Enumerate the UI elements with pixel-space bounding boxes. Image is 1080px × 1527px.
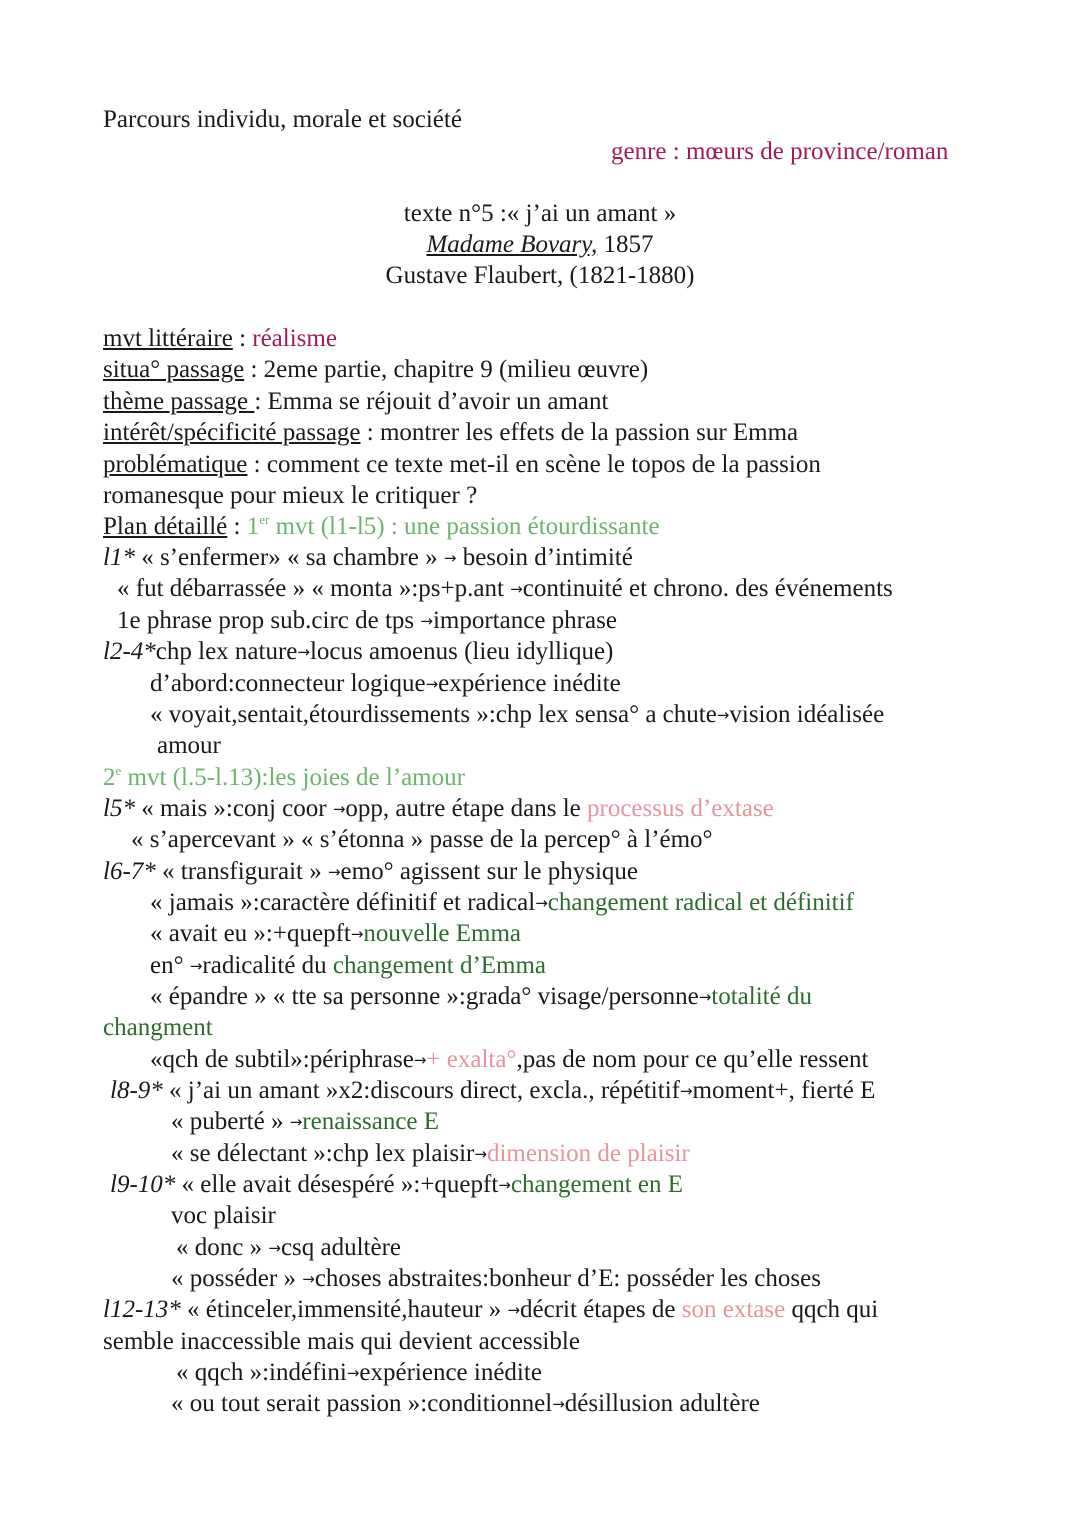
arrow-icon: →	[535, 894, 548, 912]
field-value: : comment ce texte met-il en scène le topos de la passion	[247, 451, 821, 478]
highlight-pink: dimension de plaisir	[486, 1140, 690, 1167]
arrow-icon: →	[302, 1270, 315, 1288]
mvt2-sup: e	[115, 763, 122, 778]
analysis-line	[176, 1357, 542, 1389]
arrow-icon: →	[498, 1176, 511, 1194]
analysis: expérience inédite	[438, 670, 621, 697]
quote: « ou tout serait passion »:conditionnel	[171, 1390, 553, 1417]
analysis-line	[103, 1012, 213, 1043]
arrow-icon: →	[425, 675, 439, 693]
arrow-icon: →	[716, 706, 730, 724]
arrow-icon: →	[268, 1239, 281, 1257]
analysis-line-l9-10	[110, 1169, 683, 1201]
analysis-line	[171, 1388, 760, 1420]
analysis-line-l6-7	[103, 856, 638, 888]
analysis: désillusion adultère	[564, 1390, 760, 1417]
field-label: problématique	[103, 451, 248, 478]
field-label: Plan détaillé	[103, 513, 228, 540]
author: Gustave Flaubert, (1821-1880)	[385, 262, 695, 289]
quote: « s’enfermer» « sa chambre »	[134, 544, 444, 571]
mvt1-sup: er	[259, 512, 270, 527]
arrow-icon: →	[507, 1301, 521, 1319]
line-ref: l1*	[103, 544, 135, 571]
field-value: romanesque pour mieux le critiquer ?	[103, 482, 478, 509]
problematique-line	[103, 449, 821, 480]
quote: « qqch »:indéfini	[176, 1359, 347, 1386]
analysis: décrit étapes de	[520, 1296, 682, 1323]
analysis: semble inaccessible mais qui devient accessible	[103, 1328, 580, 1355]
analysis-line	[150, 1044, 868, 1076]
mvt2-heading	[103, 762, 465, 793]
analysis-line	[117, 605, 617, 637]
analysis-line-l12-13	[103, 1294, 878, 1326]
quote: «qch de subtil»:périphrase	[150, 1046, 414, 1073]
analysis: moment+, fierté E	[692, 1077, 876, 1104]
arrow-icon: →	[189, 957, 203, 975]
highlight-pink: son extase	[681, 1296, 786, 1323]
analysis: csq adultère	[280, 1234, 402, 1261]
arrow-icon: →	[332, 800, 346, 818]
analysis-line	[103, 1326, 580, 1357]
quote: chp lex nature	[155, 638, 298, 665]
quote: en°	[150, 952, 190, 979]
quote: « j’ai un amant »x2:discours direct, excla., répétitif	[162, 1077, 680, 1104]
arrow-icon: →	[679, 1082, 693, 1100]
arrow-icon: →	[297, 643, 310, 661]
analysis-line	[171, 1263, 821, 1295]
analysis: locus amoenus (lieu idyllique)	[309, 638, 614, 665]
quote: « s’apercevant » « s’étonna » passe de la percep° à l’émo°	[131, 826, 713, 853]
highlight-green: changement en E	[510, 1171, 684, 1198]
analysis: expérience inédite	[359, 1359, 542, 1386]
problematique-continued	[103, 480, 477, 511]
field-label: thème passage	[103, 388, 255, 415]
quote: « posséder »	[171, 1265, 303, 1292]
analysis: besoin d’intimité	[456, 544, 633, 571]
analysis: importance phrase	[432, 607, 617, 634]
quote: 1e phrase prop sub.circ de tps	[117, 607, 421, 634]
genre-line	[611, 136, 948, 167]
theme-line	[103, 386, 608, 417]
analysis: choses abstraites:bonheur d’E: posséder les choses	[314, 1265, 821, 1292]
mvt1-title: mvt (l1-l5) : une passion étourdissante	[269, 513, 660, 540]
mvt2-number: 2	[103, 764, 116, 791]
analysis: continuité et chrono. des événements	[522, 575, 893, 602]
parcours-text: Parcours individu, morale et société	[103, 106, 462, 133]
line-ref: l12-13*	[103, 1296, 181, 1323]
arrow-icon: →	[552, 1395, 565, 1413]
field-value: : 2eme partie, chapitre 9 (milieu œuvre)	[244, 356, 649, 383]
field-value: : Emma se réjouit d’avoir un amant	[254, 388, 609, 415]
field-value: : montrer les effets de la passion sur Emma	[360, 419, 799, 446]
analysis-line-l5	[103, 793, 774, 825]
highlight-green: renaissance E	[302, 1108, 440, 1135]
arrow-icon: →	[346, 1364, 360, 1382]
quote: « fut débarrassée » « monta »:ps+p.ant	[117, 575, 511, 602]
quote: « transfigurait »	[155, 858, 328, 885]
interet-line	[103, 417, 798, 448]
quote: d’abord:connecteur logique	[150, 670, 426, 697]
line-ref: l9-10*	[110, 1171, 176, 1198]
analysis-line-l2-4	[103, 636, 613, 668]
situation-line	[103, 354, 648, 385]
plan-line	[103, 511, 660, 542]
arrow-icon: →	[443, 549, 457, 567]
text-number-title	[0, 198, 1080, 229]
quote: « mais »:conj coor	[134, 795, 333, 822]
analysis-line	[150, 699, 884, 731]
analysis-line	[176, 1232, 401, 1264]
field-label: intérêt/spécificité passage	[103, 419, 361, 446]
analysis-line	[171, 1138, 690, 1170]
analysis-line	[150, 918, 521, 950]
quote: « jamais »:caractère définitif et radical	[150, 889, 536, 916]
arrow-icon: →	[289, 1113, 303, 1131]
arrow-icon: →	[327, 863, 341, 881]
analysis: qqch qui	[785, 1296, 879, 1323]
analysis: radicalité du	[202, 952, 333, 979]
quote: « avait eu »:+quepft	[150, 920, 351, 947]
analysis: amour	[157, 732, 221, 759]
analysis-line	[131, 824, 713, 855]
quote: « se délectant »:chp lex plaisir	[171, 1140, 475, 1167]
highlight-pink: + exalta°	[426, 1046, 517, 1073]
analysis-line	[150, 950, 546, 982]
mvt1-number: 1	[246, 513, 260, 540]
book-title: Madame Bovary,	[426, 231, 598, 258]
highlight-green: changment	[103, 1014, 213, 1041]
separator: :	[232, 325, 253, 352]
arrow-icon: →	[474, 1145, 487, 1163]
analysis-line	[117, 573, 893, 605]
analysis-line	[150, 668, 621, 700]
highlight-pink: processus d’extase	[587, 795, 774, 822]
book-year: 1857	[597, 231, 654, 258]
field-value: réalisme	[252, 325, 337, 352]
text-number: texte n°5 :« j’ai un amant »	[403, 200, 677, 227]
arrow-icon: →	[350, 925, 364, 943]
arrow-icon: →	[413, 1051, 427, 1069]
arrow-icon: →	[510, 580, 523, 598]
highlight-green: totalité du	[711, 983, 812, 1010]
analysis: opp, autre étape dans le	[345, 795, 587, 822]
arrow-icon: →	[420, 612, 433, 630]
analysis-line	[171, 1200, 276, 1231]
line-ref: l6-7*	[103, 858, 156, 885]
field-label: mvt littéraire	[103, 325, 233, 352]
genre-text: genre : mœurs de province/roman	[611, 138, 949, 165]
arrow-icon: →	[698, 988, 712, 1006]
mvt-litteraire-line	[103, 323, 337, 354]
analysis-line	[171, 1106, 439, 1138]
author-line	[0, 260, 1080, 291]
line-ref: l8-9*	[110, 1077, 163, 1104]
parcours-heading	[103, 104, 462, 135]
quote: « étinceler,immensité,hauteur »	[180, 1296, 508, 1323]
analysis-line	[150, 981, 812, 1013]
book-title-line	[0, 229, 1080, 260]
mvt2-title: mvt (l.5-l.13):les joies de l’amour	[121, 764, 465, 791]
line-ref: l2-4*	[103, 638, 156, 665]
quote: « donc »	[176, 1234, 269, 1261]
analysis: voc plaisir	[171, 1202, 276, 1229]
analysis-line	[150, 887, 854, 919]
quote: « voyait,sentait,étourdissements »:chp lex sensa° a chute	[150, 701, 717, 728]
analysis: ,pas de nom pour ce qu’elle ressent	[516, 1046, 869, 1073]
quote: « puberté »	[171, 1108, 290, 1135]
quote: « épandre » « tte sa personne »:grada° visage/personne	[150, 983, 699, 1010]
analysis-line-l1	[103, 542, 633, 574]
analysis-line	[157, 730, 221, 761]
quote: « elle avait désespéré »:+quepft	[175, 1171, 499, 1198]
separator: :	[227, 513, 247, 540]
highlight-green: changement radical et définitif	[547, 889, 854, 916]
analysis: emo° agissent sur le physique	[340, 858, 638, 885]
field-label: situa° passage	[103, 356, 245, 383]
line-ref: l5*	[103, 795, 135, 822]
mvt1-heading	[247, 513, 660, 540]
analysis-line-l8-9	[110, 1075, 875, 1107]
highlight-green: changement d’Emma	[332, 952, 547, 979]
analysis: vision idéalisée	[729, 701, 885, 728]
highlight-green: nouvelle Emma	[363, 920, 522, 947]
